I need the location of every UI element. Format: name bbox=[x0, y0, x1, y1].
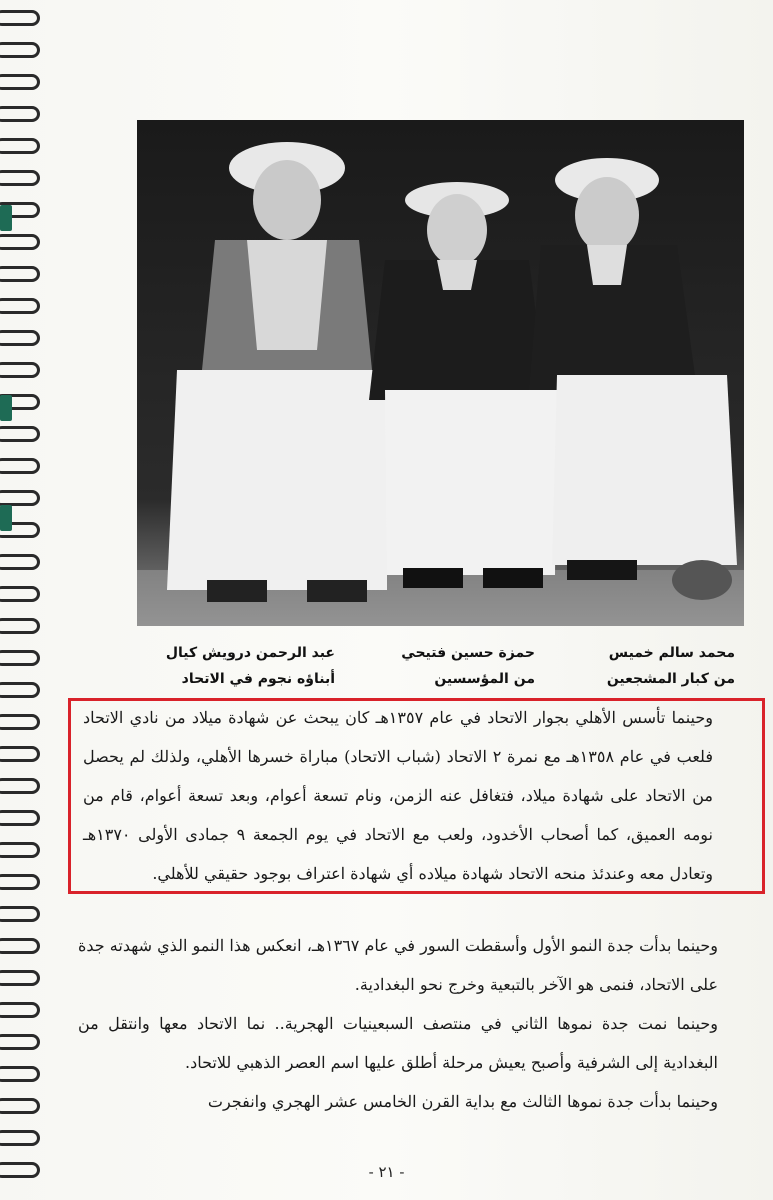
binding-ring bbox=[0, 586, 40, 602]
binding-ring bbox=[0, 1098, 40, 1114]
binding-ring bbox=[0, 970, 40, 986]
body-paragraphs bbox=[78, 926, 718, 1121]
binding-ring bbox=[0, 1034, 40, 1050]
binding-ring bbox=[0, 682, 40, 698]
binding-ring bbox=[0, 906, 40, 922]
page-number: - ٢١ - bbox=[368, 1163, 405, 1181]
binding-ring bbox=[0, 266, 40, 282]
green-tab bbox=[0, 205, 12, 231]
green-tab bbox=[0, 505, 12, 531]
binding-ring bbox=[0, 458, 40, 474]
binding-ring bbox=[0, 170, 40, 186]
binding-ring bbox=[0, 1002, 40, 1018]
caption-person-3 bbox=[150, 645, 335, 687]
historical-photograph bbox=[137, 120, 744, 626]
binding-ring bbox=[0, 42, 40, 58]
binding-ring bbox=[0, 490, 40, 506]
caption-name: حمزة حسين فتيحي bbox=[401, 645, 535, 661]
binding-ring bbox=[0, 938, 40, 954]
binding-ring bbox=[0, 618, 40, 634]
caption-name: محمد سالم خميس bbox=[608, 645, 735, 661]
binding-ring bbox=[0, 810, 40, 826]
caption-role: من المؤسسين bbox=[434, 671, 535, 687]
spiral-binding bbox=[0, 0, 48, 1200]
caption-person-2 bbox=[335, 645, 535, 687]
binding-ring bbox=[0, 874, 40, 890]
binding-ring bbox=[0, 714, 40, 730]
caption-role: من كبار المشجعين bbox=[606, 671, 735, 687]
binding-ring bbox=[0, 1066, 40, 1082]
binding-ring bbox=[0, 362, 40, 378]
caption-person-1 bbox=[535, 645, 735, 687]
binding-ring bbox=[0, 298, 40, 314]
paragraph: وحينما نمت جدة نموها الثاني في منتصف السبعينيات الهجرية.. نما الاتحاد معها وانتقل من البغدادية إلى الشرفية وأصبح يعيش مرحلة أطلق عليها اسم العصر الذهبي للاتحاد. bbox=[78, 1014, 719, 1072]
binding-ring bbox=[0, 74, 40, 90]
green-tab bbox=[0, 395, 12, 421]
binding-ring bbox=[0, 138, 40, 154]
binding-ring bbox=[0, 842, 40, 858]
binding-ring bbox=[0, 106, 40, 122]
binding-ring bbox=[0, 650, 40, 666]
binding-ring bbox=[0, 554, 40, 570]
photograph-icon bbox=[137, 120, 744, 626]
binding-ring bbox=[0, 778, 40, 794]
paragraph: وحينما بدأت جدة نموها الثالث مع بداية القرن الخامس عشر الهجري وانفجرت bbox=[207, 1092, 718, 1111]
binding-ring bbox=[0, 1130, 40, 1146]
binding-ring bbox=[0, 746, 40, 762]
binding-ring bbox=[0, 330, 40, 346]
caption-name: عبد الرحمن درويش كيال bbox=[165, 645, 335, 661]
binding-ring bbox=[0, 10, 40, 26]
binding-ring bbox=[0, 426, 40, 442]
photo-captions bbox=[150, 645, 735, 695]
caption-role: أبناؤه نجوم في الاتحاد bbox=[181, 671, 335, 687]
highlighted-paragraph: وحينما تأسس الأهلي بجوار الاتحاد في عام ١٣٥٧هـ كان يبحث عن شهادة ميلاد من نادي الاتحاد فلعب في عام ١٣٥٨هـ مع نمرة ٢ الاتحاد (شباب الاتحاد) مباراة خسرها الأهلي، ولذلك لم يحصل من الاتحاد على شهادة ميلاد، فتغافل عنه الزمن، ونام تسعة أعوام، وبعد تسعة أعوام، قام من نومه العميق، كما أصحاب الأخدود، ولعب مع الاتحاد في يوم الجمعة ٩ جمادى الأولى ١٣٧٠هـ وتعادل معه وعندئذ منحه الاتحاد شهادة ميلاده أي شهادة اعتراف بوجود حقيقي للأهلي. bbox=[83, 708, 714, 883]
binding-ring bbox=[0, 234, 40, 250]
paragraph: وحينما بدأت جدة النمو الأول وأسقطت السور في عام ١٣٦٧هـ، انعكس هذا النمو الذي شهدته جدة على الاتحاد، فنمى هو الآخر بالتبعية وخرج نحو البغدادية. bbox=[78, 936, 718, 994]
